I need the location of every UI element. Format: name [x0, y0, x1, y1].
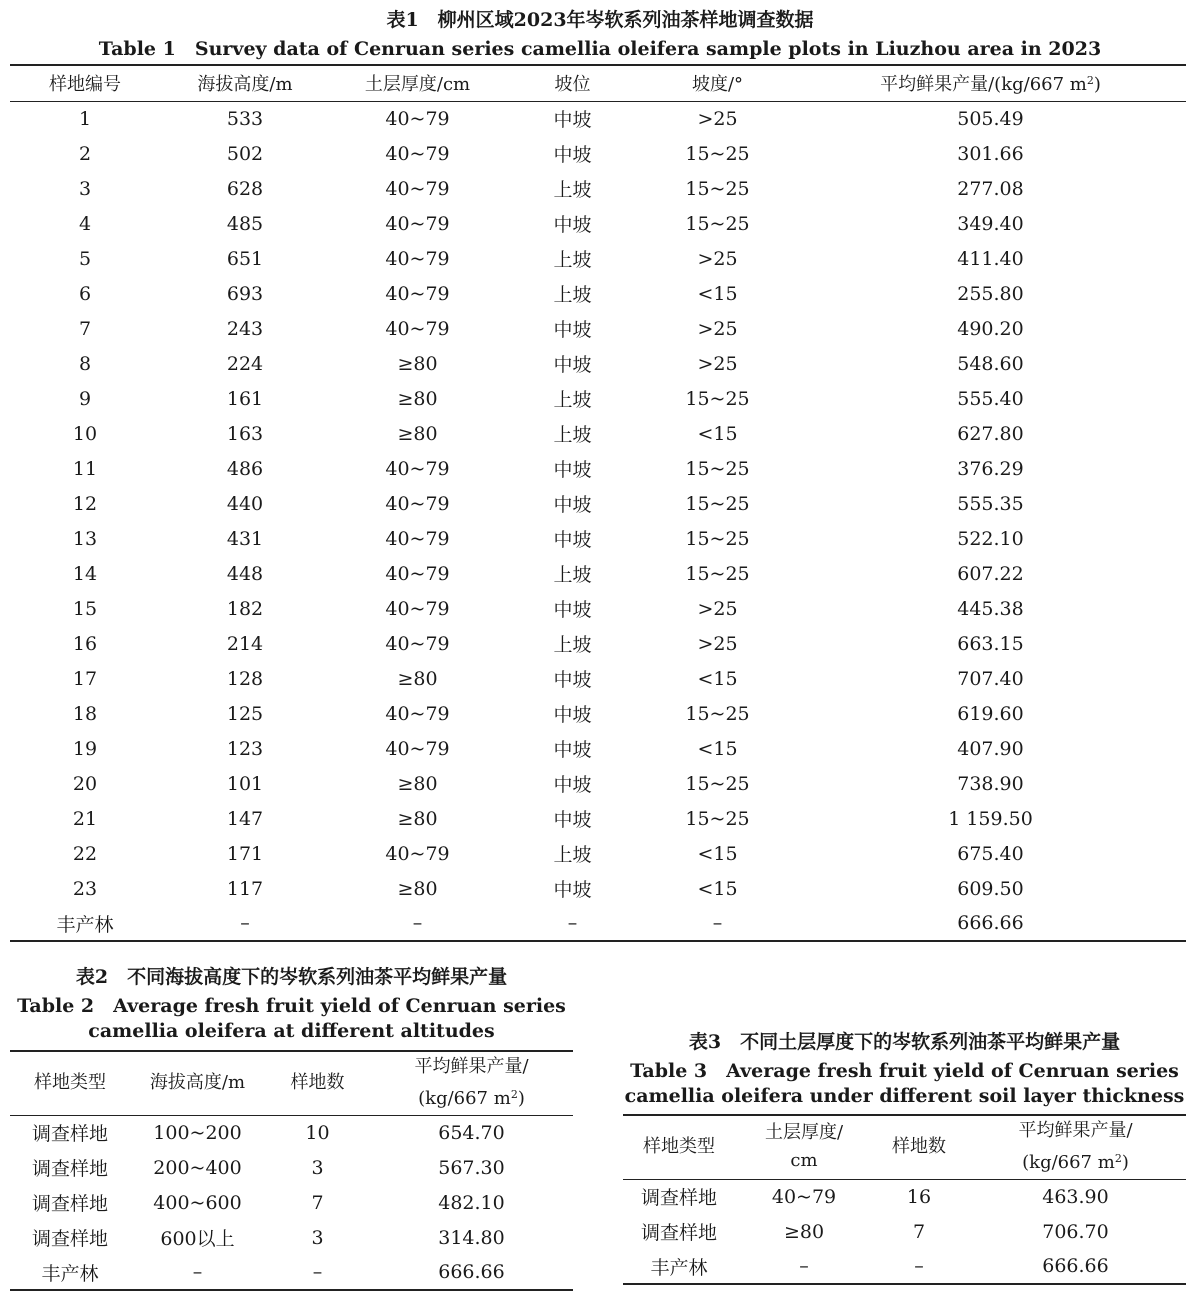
table3-cell-plot-type: 调查样地: [640, 1187, 717, 1210]
table2-header-yield: [370, 1051, 573, 1115]
table1-cell-altitude: 117: [226, 877, 264, 900]
table1-cell-soil-thickness: 40~79: [385, 282, 450, 305]
table2-cell-plot-count: 3: [311, 1156, 324, 1179]
table1-cell-soil-thickness: ≥80: [397, 422, 438, 445]
table1-row: [10, 801, 1186, 836]
table3-cell-plot-count: –: [914, 1255, 924, 1277]
table1-cell-slope-degree: >25: [697, 632, 738, 655]
table1-cell-soil-thickness: 40~79: [385, 842, 450, 865]
table2-cell-altitude: –: [192, 1261, 203, 1283]
table3-body: [623, 1179, 1186, 1284]
table1-cell-slope-position: 上坡: [553, 249, 592, 271]
table1-cell-altitude: 486: [226, 457, 264, 480]
table1-cell-yield: 301.66: [957, 142, 1024, 165]
table1-cell-soil-thickness: 40~79: [385, 527, 450, 550]
table1-row: [10, 836, 1186, 871]
table1-row: [10, 276, 1186, 311]
table1-cell-yield: 609.50: [957, 877, 1024, 900]
table2-header-yield-unit: (kg/667 m: [418, 1088, 511, 1110]
table1-cell-slope-position: –: [567, 912, 578, 934]
table1-header-plot-id: 样地编号: [10, 65, 160, 101]
table1-title-zh: 表1 柳州区域2023年岑软系列油茶样地调查数据: [386, 9, 814, 31]
table1-cell-yield: 505.49: [957, 107, 1024, 130]
table3-cell-yield: 463.90: [1042, 1185, 1109, 1208]
table1-cell-slope-degree: >25: [697, 597, 738, 620]
table2-title-zh: 表2 不同海拔高度下的岑软系列油茶平均鲜果产量: [75, 966, 508, 988]
table2-cell-yield: 654.70: [438, 1121, 505, 1144]
table1-cell-slope-degree: <15: [697, 282, 738, 305]
table1-cell-altitude: 693: [226, 282, 264, 305]
table3-row: [623, 1249, 1186, 1284]
table1-cell-plot-id: 3: [78, 177, 92, 200]
table1-cell-soil-thickness: 40~79: [385, 737, 450, 760]
table1-cell-yield: 548.60: [957, 352, 1024, 375]
table1-header-yield-tail: ): [1093, 74, 1101, 96]
table1-cell-soil-thickness: 40~79: [385, 247, 450, 270]
table1-header-row: [10, 65, 1186, 101]
table1-cell-slope-degree: 15~25: [685, 177, 750, 200]
table1-cell-slope-degree: 15~25: [685, 772, 750, 795]
table1-cell-soil-thickness: 40~79: [385, 457, 450, 480]
table1-cell-plot-id: 15: [72, 597, 98, 620]
table1-cell-plot-id: 19: [72, 737, 98, 760]
table3-header-yield-sup: 2: [1114, 1152, 1122, 1166]
table2-cell-plot-count: –: [312, 1261, 323, 1283]
table2-row: [10, 1220, 573, 1255]
table3-header-soil-line1: 土层厚度/: [764, 1122, 844, 1144]
table1-cell-altitude: 431: [226, 527, 264, 550]
table1-cell-slope-degree: –: [712, 912, 723, 934]
table3-header-row: [623, 1115, 1186, 1179]
table1: [10, 64, 1186, 942]
table2: [10, 1050, 573, 1291]
table1-row: [10, 521, 1186, 556]
table2-header-yield-sup: 2: [510, 1088, 518, 1102]
table1-cell-slope-degree: 15~25: [685, 387, 750, 410]
table3-header-soil-line2: cm: [790, 1150, 818, 1172]
table1-cell-yield: 663.15: [957, 632, 1024, 655]
table2-row: [10, 1255, 573, 1290]
table3-header-plot-count: 样地数: [873, 1115, 965, 1179]
table1-cell-slope-position: 中坡: [553, 669, 592, 691]
table1-cell-plot-id: 20: [72, 772, 98, 795]
table1-cell-slope-degree: 15~25: [685, 807, 750, 830]
table1-row: [10, 416, 1186, 451]
table1-cell-slope-degree: 15~25: [685, 527, 750, 550]
table3-row: [623, 1179, 1186, 1214]
table1-cell-soil-thickness: 40~79: [385, 562, 450, 585]
table1-row: [10, 241, 1186, 276]
table1-cell-slope-degree: >25: [697, 107, 738, 130]
table1-cell-soil-thickness: 40~79: [385, 632, 450, 655]
table1-cell-plot-id: 2: [78, 142, 92, 165]
table1-cell-plot-id: 9: [78, 387, 92, 410]
table3-header-yield-line1: 平均鲜果产量/: [1018, 1120, 1133, 1142]
table1-cell-yield: 445.38: [957, 597, 1024, 620]
table3-header-yield-line2: [965, 1145, 1186, 1177]
table3-cell-yield: 666.66: [1042, 1255, 1109, 1277]
table2-cell-plot-type: 调查样地: [31, 1193, 108, 1215]
table2-cell-plot-count: 10: [305, 1121, 330, 1144]
table2-cell-altitude: 100~200: [153, 1121, 242, 1144]
table1-cell-yield: 349.40: [957, 212, 1024, 235]
table1-cell-yield: 255.80: [957, 282, 1024, 305]
table2-cell-altitude: 200~400: [153, 1156, 242, 1179]
table3-title-zh: 表3 不同土层厚度下的岑软系列油茶平均鲜果产量: [688, 1031, 1121, 1053]
table1-cell-plot-id: 13: [72, 527, 98, 550]
table1-cell-slope-degree: <15: [697, 737, 738, 760]
table1-cell-altitude: 440: [226, 492, 264, 515]
table3-header-plot-type: 样地类型: [623, 1115, 735, 1179]
table1-cell-plot-id: 4: [78, 212, 92, 235]
table1-cell-slope-degree: 15~25: [685, 492, 750, 515]
table1-cell-altitude: 147: [226, 807, 264, 830]
table1-cell-altitude: 125: [226, 702, 264, 725]
table1-cell-slope-degree: 15~25: [685, 457, 750, 480]
table1-cell-altitude: 651: [226, 247, 264, 270]
table1-cell-slope-degree: 15~25: [685, 702, 750, 725]
table1-cell-yield: 411.40: [957, 247, 1024, 270]
table1-header-slope-position: 坡位: [505, 65, 640, 101]
table1-row: [10, 311, 1186, 346]
table1-cell-soil-thickness: 40~79: [385, 317, 450, 340]
table1-cell-altitude: 101: [226, 772, 264, 795]
table1-cell-plot-id: 10: [72, 422, 98, 445]
table1-row: [10, 661, 1186, 696]
table1-cell-slope-position: 中坡: [553, 879, 592, 901]
table1-cell-soil-thickness: 40~79: [385, 107, 450, 130]
table1-cell-plot-id: 14: [72, 562, 98, 585]
table1-header-yield-sup: 2: [1086, 74, 1094, 88]
table1-row: [10, 171, 1186, 206]
table3-header-yield-tail: ): [1121, 1152, 1129, 1174]
table1-row: [10, 206, 1186, 241]
table2-cell-altitude: 600以上: [160, 1228, 235, 1250]
table1-header-altitude: 海拔高度/m: [160, 65, 330, 101]
table1-cell-yield: 555.40: [957, 387, 1024, 410]
table1-row: [10, 871, 1186, 906]
table1-cell-slope-degree: 15~25: [685, 212, 750, 235]
table1-cell-altitude: 502: [226, 142, 264, 165]
table2-cell-plot-type: 调查样地: [31, 1158, 108, 1180]
table1-header-soil-thickness: 土层厚度/cm: [330, 65, 505, 101]
table3-cell-plot-count: 7: [912, 1220, 926, 1243]
table1-cell-altitude: 128: [226, 667, 264, 690]
table1-cell-slope-degree: <15: [697, 667, 738, 690]
table1-header-yield-text: 平均鲜果产量/(kg/667 m: [880, 74, 1087, 96]
table2-cell-altitude: 400~600: [153, 1191, 242, 1214]
table1-cell-altitude: 243: [226, 317, 264, 340]
table1-row: [10, 626, 1186, 661]
table1-cell-slope-position: 中坡: [553, 109, 592, 132]
table2-header-yield-line2: [370, 1081, 573, 1113]
table1-cell-altitude: 123: [226, 737, 264, 760]
table3-title-en-line1: Table 3 Average fresh fruit yield of Cenruan series: [630, 1060, 1179, 1082]
table1-cell-slope-position: 中坡: [553, 144, 592, 166]
table1-cell-altitude: –: [240, 912, 250, 934]
table2-row: [10, 1185, 573, 1220]
table1-cell-soil-thickness: ≥80: [397, 352, 438, 375]
table1-row: [10, 486, 1186, 521]
table1-cell-slope-position: 中坡: [553, 774, 592, 796]
table1-cell-slope-degree: <15: [697, 422, 738, 445]
table1-cell-altitude: 448: [226, 562, 264, 585]
table1-cell-soil-thickness: 40~79: [385, 492, 450, 515]
table3-cell-soil-thickness: ≥80: [783, 1220, 825, 1243]
table3-cell-plot-type: 丰产林: [650, 1256, 708, 1279]
table1-cell-slope-position: 上坡: [553, 564, 592, 586]
table1-cell-yield: 407.90: [957, 737, 1024, 760]
table1-cell-yield: 619.60: [957, 702, 1024, 725]
table1-cell-soil-thickness: 40~79: [385, 702, 450, 725]
table1-cell-altitude: 485: [226, 212, 264, 235]
table2-header-plot-count: 样地数: [265, 1051, 370, 1115]
table2-cell-plot-type: 调查样地: [31, 1228, 108, 1250]
table1-cell-soil-thickness: 40~79: [385, 212, 450, 235]
table1-cell-yield: 707.40: [957, 667, 1024, 690]
table1-row: [10, 591, 1186, 626]
table1-row: [10, 136, 1186, 171]
table1-header-yield: [795, 65, 1186, 101]
table3-header-yield-unit: (kg/667 m: [1022, 1152, 1115, 1174]
table3-title-en-line2: camellia oleifera under different soil layer thickness: [624, 1085, 1185, 1107]
table1-row: [10, 451, 1186, 486]
table3-row: [623, 1214, 1186, 1249]
table2-cell-yield: 482.10: [438, 1191, 505, 1214]
table1-cell-plot-id: 21: [72, 807, 98, 830]
table1-cell-slope-position: 上坡: [553, 389, 592, 411]
table1-cell-slope-degree: >25: [697, 317, 738, 340]
table1-cell-slope-position: 中坡: [553, 354, 592, 376]
table1-cell-yield: 738.90: [957, 772, 1024, 795]
table1-cell-soil-thickness: 40~79: [385, 177, 450, 200]
table1-cell-slope-position: 中坡: [553, 809, 592, 831]
table1-cell-soil-thickness: ≥80: [397, 772, 438, 795]
table1-row: [10, 696, 1186, 731]
table2-row: [10, 1150, 573, 1185]
table1-cell-altitude: 171: [226, 842, 264, 865]
table1-cell-slope-position: 中坡: [553, 459, 592, 481]
table1-cell-slope-degree: 15~25: [685, 142, 750, 165]
table2-body: [10, 1115, 573, 1290]
table1-cell-plot-id: 11: [72, 457, 98, 480]
table3-header-soil-thickness: [735, 1115, 873, 1179]
table1-cell-yield: 666.66: [957, 912, 1024, 934]
table2-header-yield-line1: 平均鲜果产量/: [414, 1056, 529, 1078]
table2-cell-plot-count: 3: [311, 1226, 324, 1249]
table1-cell-slope-position: 上坡: [553, 634, 592, 656]
table1-cell-yield: 627.80: [957, 422, 1024, 445]
table1-cell-soil-thickness: –: [412, 912, 423, 934]
table1-cell-slope-position: 中坡: [553, 494, 592, 516]
table1-cell-slope-position: 中坡: [553, 704, 592, 726]
table1-cell-altitude: 182: [226, 597, 264, 620]
table1-cell-soil-thickness: 40~79: [385, 597, 450, 620]
table1-cell-altitude: 163: [226, 422, 264, 445]
table1-cell-yield: 1 159.50: [948, 807, 1033, 830]
table1-body: [10, 101, 1186, 941]
table2-cell-plot-count: 7: [311, 1191, 324, 1214]
table2-header-plot-type: 样地类型: [10, 1051, 130, 1115]
table1-cell-plot-id: 5: [78, 247, 92, 270]
table1-cell-slope-position: 上坡: [553, 179, 592, 201]
table2-header-row: [10, 1051, 573, 1115]
table1-cell-slope-degree: >25: [697, 247, 738, 270]
table2-header-yield-tail: ): [517, 1088, 525, 1110]
table1-cell-yield: 675.40: [957, 842, 1024, 865]
table1-cell-yield: 376.29: [957, 457, 1024, 480]
table1-cell-slope-position: 上坡: [553, 284, 592, 306]
table1-cell-slope-position: 中坡: [553, 214, 592, 236]
table2-header-altitude: 海拔高度/m: [130, 1051, 265, 1115]
table3: [623, 1114, 1186, 1285]
table2-title-en-line1: Table 2 Average fresh fruit yield of Cenruan series: [17, 995, 566, 1017]
table1-cell-plot-id: 22: [72, 842, 98, 865]
table1-cell-yield: 607.22: [957, 562, 1024, 585]
table1-cell-soil-thickness: 40~79: [385, 142, 450, 165]
table1-cell-altitude: 161: [226, 387, 264, 410]
table1-row: [10, 731, 1186, 766]
table1-cell-soil-thickness: ≥80: [397, 807, 438, 830]
table2-cell-yield: 314.80: [438, 1226, 505, 1249]
table1-cell-slope-degree: <15: [697, 877, 738, 900]
table1-row: [10, 101, 1186, 136]
table2-cell-yield: 567.30: [438, 1156, 505, 1179]
table2-cell-plot-type: 调查样地: [31, 1123, 108, 1146]
table1-row: [10, 346, 1186, 381]
table1-cell-plot-id: 18: [72, 702, 98, 725]
table3-header-yield: [965, 1115, 1186, 1179]
table1-cell-plot-id: 6: [78, 282, 92, 305]
table1-row: [10, 381, 1186, 416]
table1-cell-slope-degree: <15: [697, 842, 738, 865]
table1-title-en: Table 1 Survey data of Cenruan series camellia oleifera sample plots in Liuzhou area in 2023: [98, 38, 1102, 60]
table1-cell-plot-id: 丰产林: [56, 913, 114, 936]
table2-cell-plot-type: 丰产林: [41, 1262, 99, 1285]
table1-cell-plot-id: 16: [72, 632, 98, 655]
table3-cell-yield: 706.70: [1042, 1220, 1109, 1243]
table2-title-en-line2: camellia oleifera at different altitudes: [88, 1020, 495, 1042]
table3-cell-soil-thickness: 40~79: [771, 1185, 837, 1208]
table1-cell-slope-position: 中坡: [553, 599, 592, 621]
table1-cell-yield: 522.10: [957, 527, 1024, 550]
table2-row: [10, 1115, 573, 1150]
table1-cell-plot-id: 1: [78, 107, 92, 130]
table1-cell-altitude: 533: [226, 107, 264, 130]
table1-cell-slope-degree: 15~25: [685, 562, 750, 585]
table3-cell-soil-thickness: –: [799, 1255, 809, 1277]
table1-cell-altitude: 628: [226, 177, 264, 200]
table1-cell-plot-id: 17: [72, 667, 98, 690]
table1-cell-yield: 555.35: [957, 492, 1024, 515]
table1-cell-plot-id: 23: [72, 877, 98, 900]
table1-cell-yield: 490.20: [957, 317, 1024, 340]
table1-header-slope-degree: 坡度/°: [640, 65, 795, 101]
table3-cell-plot-type: 调查样地: [640, 1222, 717, 1244]
table1-cell-soil-thickness: ≥80: [397, 387, 438, 410]
table1-cell-slope-position: 中坡: [553, 319, 592, 341]
table1-cell-soil-thickness: ≥80: [397, 667, 438, 690]
table1-cell-plot-id: 7: [78, 317, 92, 340]
table1-cell-slope-degree: >25: [697, 352, 738, 375]
table1-cell-yield: 277.08: [957, 177, 1024, 200]
table1-cell-altitude: 224: [226, 352, 264, 375]
table1-row: [10, 556, 1186, 591]
table1-cell-altitude: 214: [226, 632, 264, 655]
table1-cell-plot-id: 8: [78, 352, 92, 375]
table2-cell-yield: 666.66: [438, 1261, 505, 1283]
table1-cell-slope-position: 中坡: [553, 529, 592, 551]
table1-cell-slope-position: 中坡: [553, 739, 592, 761]
table1-row: [10, 766, 1186, 801]
table3-cell-plot-count: 16: [906, 1185, 932, 1208]
table1-cell-slope-position: 上坡: [553, 424, 592, 446]
table1-row: [10, 906, 1186, 941]
table1-cell-soil-thickness: ≥80: [397, 877, 438, 900]
table1-cell-plot-id: 12: [72, 492, 98, 515]
table1-cell-slope-position: 上坡: [553, 844, 592, 866]
